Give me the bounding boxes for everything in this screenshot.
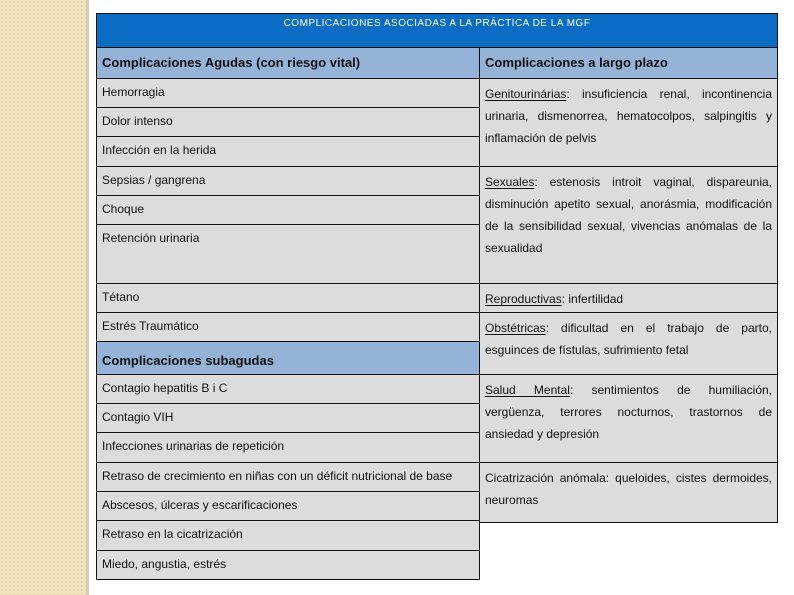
acute-or-subacute-item: Contagio VIH (96, 403, 480, 433)
category-label: Reproductivas (485, 292, 562, 306)
acute-or-subacute-item: Abscesos, úlceras y escarificaciones (96, 491, 480, 521)
acute-or-subacute-item: Retraso de crecimiento en niñas con un déficit nutricional de base (96, 462, 480, 492)
category-text: Cicatrización anómala: queloides, cistes dermoides, neuromas (485, 471, 772, 507)
category-text: : sentimientos de humiliación, vergüenza, terrores nocturnos, trastornos de ansiedad y depresión (485, 383, 772, 441)
long-term-item (479, 312, 778, 375)
divider (86, 0, 89, 595)
acute-or-subacute-item: Choque (96, 195, 480, 225)
acute-or-subacute-item: Hemorragia (96, 78, 480, 108)
decorative-side-strip (0, 0, 86, 595)
category-label: Sexuales (485, 175, 535, 189)
subacute-header: Complicaciones subagudas (96, 341, 480, 375)
long-term-header: Complicaciones a largo plazo (479, 47, 778, 79)
category-text: : insuficiencia renal, incontinencia urinaria, dismenorrea, hematocolpos, salpingitis y inflamación de pelvis (485, 87, 772, 145)
acute-header: Complicaciones Agudas (con riesgo vital) (96, 47, 480, 79)
category-label: Obstétricas (485, 321, 546, 335)
acute-or-subacute-item: Estrés Traumático (96, 312, 480, 342)
long-term-item (479, 283, 778, 313)
long-term-item (479, 374, 778, 463)
acute-or-subacute-item: Retención urinaria (96, 224, 480, 284)
acute-or-subacute-item: Contagio hepatitis B i C (96, 374, 480, 404)
acute-or-subacute-item: Tétano (96, 283, 480, 313)
long-term-item (479, 462, 778, 523)
acute-or-subacute-item: Sepsias / gangrena (96, 166, 480, 196)
table-title: COMPLICACIONES ASOCIADAS A LA PRÁCTICA DE LA MGF (96, 13, 778, 48)
category-text: : infertilidad (561, 292, 624, 306)
category-label: Genitourinárias (485, 87, 567, 101)
category-text: : estenosis introit vaginal, dispareunia, disminución apetito sexual, anorásmia, modificación de la sensibilidad sexual, vivencias anómalas de la sexualidad (485, 175, 772, 255)
long-term-item (479, 166, 778, 284)
category-text: : dificultad en el trabajo de parto, esguinces de fístulas, sufrimiento fetal (485, 321, 772, 357)
acute-or-subacute-item: Dolor intenso (96, 107, 480, 137)
category-label: Salud Mental (485, 383, 570, 397)
long-term-item (479, 78, 778, 167)
acute-or-subacute-item: Infecciones urinarias de repetición (96, 432, 480, 463)
acute-or-subacute-item: Miedo, angustia, estrés (96, 550, 480, 580)
acute-or-subacute-item: Retraso en la cicatrización (96, 520, 480, 551)
acute-or-subacute-item: Infección en la herida (96, 136, 480, 167)
